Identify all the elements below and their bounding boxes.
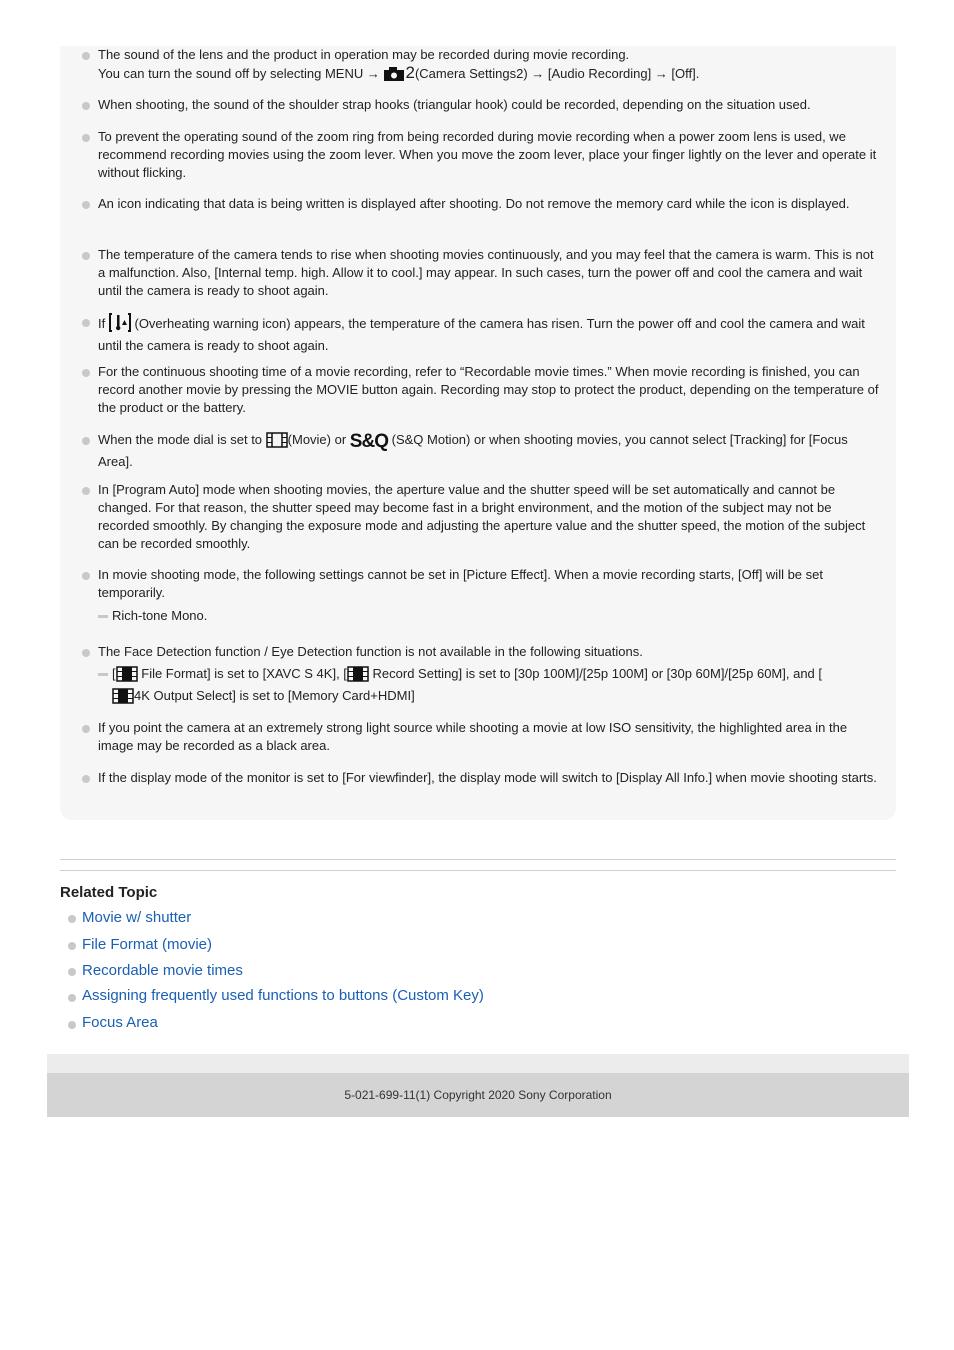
note-text: When shooting, the sound of the shoulder strap hooks (triangular hook) could be recorded, depending on the situation used.: [98, 97, 811, 112]
movie-icon: [116, 666, 138, 687]
bullet: [82, 102, 90, 110]
note-text: In [Program Auto] mode when shooting movies, the aperture value and the shutter speed will be set automatically and cannot be changed. For that reason, the shutter speed may become fast in a bright environment, and the motion of the subject may not be recorded smoothly. By changing the exposure mode and adjusting the aperture value and the shutter speed, the motion of the subject can be recorded smoothly.: [98, 482, 866, 551]
bullet: [82, 572, 90, 580]
note-strong-light: [98, 719, 884, 755]
bullet: [68, 915, 76, 923]
divider: [60, 870, 896, 871]
link-focus-area[interactable]: Focus Area: [82, 1014, 158, 1031]
note-text: For the continuous shooting time of a movie recording, refer to “Recordable movie times.” When movie recording is finished, you can record another movie by pressing the MOVIE button again. Recording may stop to protect the product, depending on the temperature of the product or the battery.: [98, 364, 879, 415]
bullet: [68, 942, 76, 950]
movie-icon: [266, 432, 288, 453]
link-recordable-movie-times[interactable]: Recordable movie times: [82, 962, 243, 979]
divider: [60, 859, 896, 860]
note-continuous-time: [98, 363, 884, 417]
bullet: [82, 52, 90, 60]
note-data-writing: [98, 195, 884, 213]
note-text: You can turn the sound off by selecting MENU →: [98, 66, 380, 81]
note-text: If: [98, 316, 106, 331]
bullet: [82, 649, 90, 657]
note-text: (S&Q Motion) or when shooting movies, you cannot select [Tracking] for [Focus Area].: [98, 432, 848, 469]
note-text: When the mode dial is set to: [98, 432, 263, 447]
sub-item-text: 4K Output Select] is set to [Memory Card+HDMI]: [134, 688, 415, 703]
sq-motion-icon: S&Q: [349, 431, 388, 452]
bullet: [82, 319, 90, 327]
note-overheating: [98, 313, 884, 355]
bullet: [82, 775, 90, 783]
bullet: [82, 134, 90, 142]
camera-settings-number: 2: [405, 63, 415, 82]
note-face-detection: [98, 643, 884, 709]
note-mode-dial: [98, 431, 884, 471]
note-temperature: [98, 246, 884, 300]
note-text: If you point the camera at an extremely strong light source while shooting a movie at low ISO sensitivity, the highlighted area in the image may be recorded as a black area.: [98, 720, 848, 753]
note-text: [98, 313, 884, 355]
bullet: [82, 201, 90, 209]
camera-settings-icon: [383, 66, 405, 87]
link-custom-key[interactable]: Assigning frequently used functions to buttons (Custom Key): [82, 987, 484, 1004]
link-file-format-movie[interactable]: File Format (movie): [82, 936, 213, 953]
note-text: [98, 431, 884, 471]
note-text: If the display mode of the monitor is set to [For viewfinder], the display mode will switch to [Display All Info.] when movie shooting starts.: [98, 770, 877, 785]
note-audio-recording: [98, 46, 884, 87]
link-movie-w-shutter[interactable]: Movie w/ shutter: [82, 909, 192, 926]
note-text: (Camera Settings2) → [Audio Recording] → [Off].: [414, 66, 700, 81]
sub-item-text: Record Setting] is set to [30p 100M]/[25p 100M] or [30p 60M]/[25p 60M], and [: [372, 666, 823, 681]
footer-copyright: 5-021-699-11(1) Copyright 2020 Sony Corporation: [47, 1073, 909, 1117]
sub-item-text: [: [112, 666, 116, 681]
related-topic-heading: Related Topic: [60, 884, 158, 901]
sub-item-text: Rich-tone Mono.: [112, 608, 208, 623]
note-text-menu-path: [98, 64, 884, 87]
bullet: [82, 725, 90, 733]
bullet: [82, 252, 90, 260]
sub-item: [98, 665, 884, 709]
note-strap-hooks: [98, 96, 884, 114]
note-text: To prevent the operating sound of the zoom ring from being recorded during movie recording when a power zoom lens is used, we recommend recording movies using the zoom lever. When you move the zoom lever, place your finger lightly on the lever and operate it without flicking.: [98, 129, 877, 180]
note-picture-effect: [98, 566, 884, 625]
note-text: An icon indicating that data is being written is displayed after shooting. Do not remove the memory card while the icon is displayed.: [98, 196, 850, 211]
note-text: (Overheating warning icon) appears, the temperature of the camera has risen. Turn the power off and cool the camera and wait until the camera is ready to shoot again.: [98, 316, 865, 353]
movie-icon: [112, 688, 134, 709]
note-text: In movie shooting mode, the following settings cannot be set in [Picture Effect]. When a movie recording starts, [Off] will be set temporarily.: [98, 567, 823, 600]
dash: [98, 615, 108, 618]
bullet: [68, 1021, 76, 1029]
bullet: [68, 994, 76, 1002]
note-program-auto: [98, 481, 884, 553]
sub-item-text: File Format] is set to [XAVC S 4K], [: [141, 666, 347, 681]
footer-band: [47, 1054, 909, 1073]
bullet: [82, 437, 90, 445]
movie-icon: [347, 666, 369, 687]
bullet: [82, 487, 90, 495]
bullet: [68, 968, 76, 976]
note-text: The temperature of the camera tends to rise when shooting movies continuously, and you may feel that the camera is warm. This is not a malfunction. Also, [Internal temp. high. Allow it to cool.] may appear. In such cases, turn the power off and cool the camera and wait until the camera is ready to shoot again.: [98, 247, 874, 298]
note-text: (Movie) or: [287, 432, 347, 447]
note-text: The Face Detection function / Eye Detection function is not available in the following situations.: [98, 644, 643, 659]
note-text: The sound of the lens and the product in operation may be recorded during movie recording.: [98, 47, 630, 62]
sub-item: [98, 607, 884, 625]
note-display-mode: [98, 769, 884, 787]
dash: [98, 673, 108, 676]
overheating-warning-icon: [109, 313, 131, 337]
note-zoom-ring: [98, 128, 884, 182]
bullet: [82, 369, 90, 377]
